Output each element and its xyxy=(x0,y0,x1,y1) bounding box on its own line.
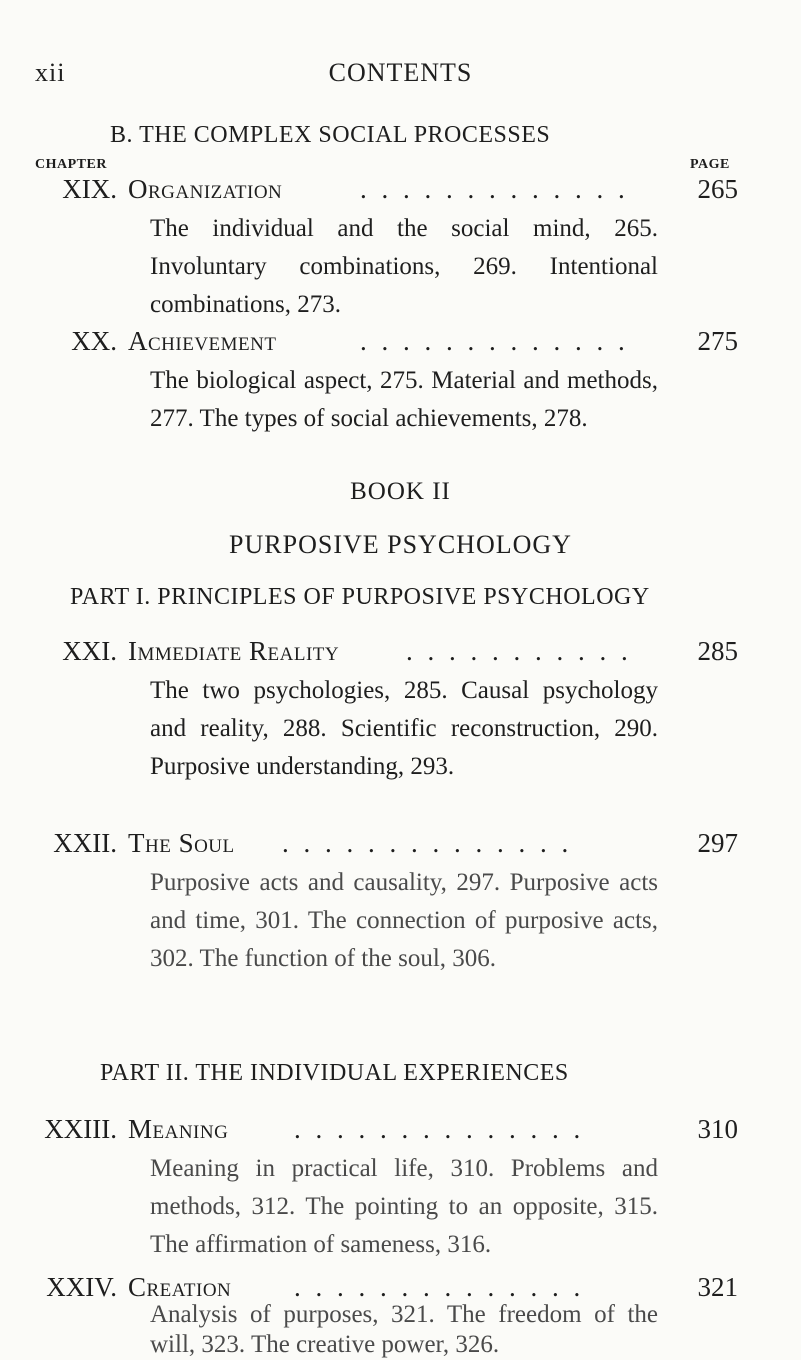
dot-leader: . . . . . . . . . . . . . . xyxy=(294,1272,585,1302)
chapter-page: 285 xyxy=(697,636,738,666)
chapter-title: Immediate Reality xyxy=(128,636,340,666)
chapter-number: XIX. xyxy=(62,174,117,204)
chapter-column-label: CHAPTER xyxy=(35,157,107,172)
book-title: PURPOSIVE PSYCHOLOGY xyxy=(229,530,572,559)
chapter-description: Purposive acts and causality, 297. Purposive acts and time, 301. The connection of purposive acts, 302. The function of the soul, 306. xyxy=(150,869,658,972)
chapter-page: 265 xyxy=(697,174,738,204)
chapter-number: XXIV. xyxy=(46,1272,117,1302)
chapter-number: XXII. xyxy=(53,828,117,858)
page-number: xii xyxy=(35,58,66,87)
chapter-title: Meaning xyxy=(128,1114,229,1144)
chapter-number: XXI. xyxy=(62,636,117,666)
chapter-number: XX. xyxy=(71,326,117,356)
chapter-description: The individual and the social mind, 265. Involuntary combinations, 269. Intentional combinations, 273. xyxy=(150,215,658,318)
running-head-title: CONTENTS xyxy=(328,58,473,87)
chapter-page: 321 xyxy=(697,1272,738,1302)
chapter-title: The Soul xyxy=(128,828,235,858)
chapter-page: 297 xyxy=(697,828,738,858)
page-column-label: PAGE xyxy=(690,157,730,172)
chapter-description: Meaning in practical life, 310. Problems and methods, 312. The pointing to an opposite, 315. The affirmation of sameness, 316. xyxy=(150,1155,658,1258)
chapter-title: Creation xyxy=(128,1272,232,1302)
chapter-title: Achievement xyxy=(128,326,277,356)
part-heading: PART II. THE INDIVIDUAL EXPERIENCES xyxy=(100,1060,569,1086)
dot-leader: . . . . . . . . . . . xyxy=(406,636,632,666)
chapter-page: 275 xyxy=(697,326,738,356)
dot-leader: . . . . . . . . . . . . . . xyxy=(294,1114,585,1144)
chapter-description: The biological aspect, 275. Material and methods, 277. The types of social achievements, 278. xyxy=(150,367,658,432)
dot-leader: . . . . . . . . . . . . . xyxy=(360,174,629,204)
book-label: BOOK II xyxy=(350,478,451,505)
chapter-description: The two psychologies, 285. Causal psychology and reality, 288. Scientific reconstruction, 290. Purposive understanding, 293. xyxy=(150,677,658,780)
dot-leader: . . . . . . . . . . . . . . xyxy=(282,828,573,858)
chapter-title: Organization xyxy=(128,174,283,204)
part-heading: PART I. PRINCIPLES OF PURPOSIVE PSYCHOLOGY xyxy=(70,584,650,610)
section-heading: B. THE COMPLEX SOCIAL PROCESSES xyxy=(110,122,551,148)
chapter-description: Analysis of purposes, 321. The freedom of the will, 323. The creative power, 326. xyxy=(150,1301,658,1358)
chapter-page: 310 xyxy=(697,1114,738,1144)
chapter-number: XXIII. xyxy=(44,1114,117,1144)
dot-leader: . . . . . . . . . . . . . xyxy=(360,326,629,356)
